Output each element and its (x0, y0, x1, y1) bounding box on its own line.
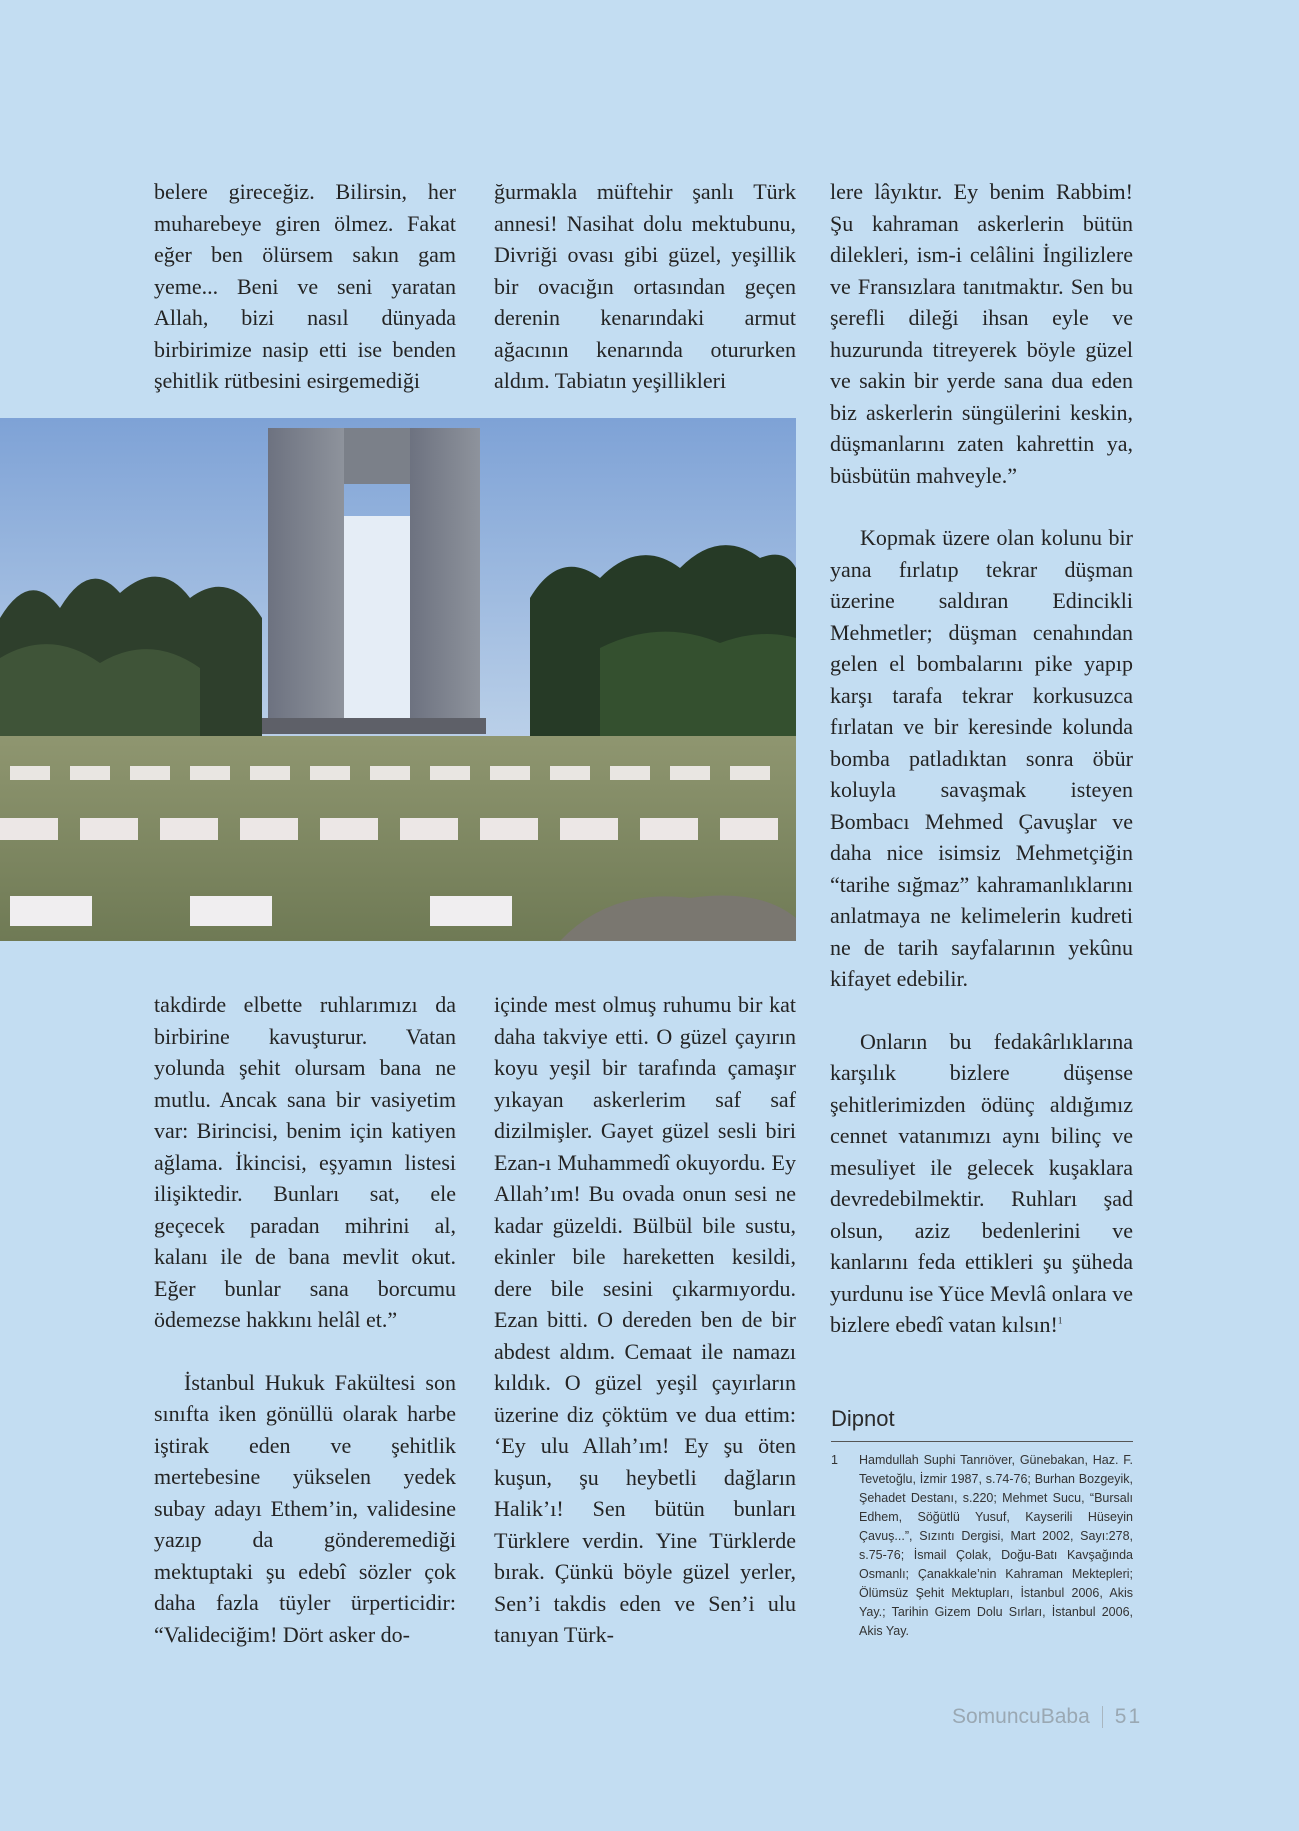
magazine-brand: Somuncu (952, 1705, 1041, 1728)
column-1-top (154, 176, 456, 397)
paragraph: takdirde elbette ruhlarımızı da birbirine kavuşturur. Vatan yolunda şehit olursam bana ne mutlu. Ancak sana bir vasiyetim var: Birincisi, benim için katiyen ağlama. İkincisi, eşyamın listesi ilişiktedir. Bunları sat, ele geçecek paradan mihrini al, kalanı ile de bana mevlit okut. Eğer bunlar sana borcumu ödemezse hakkını helâl et.” (154, 992, 456, 1332)
paragraph: ğurmakla müftehir şanlı Türk annesi! Nasihat dolu mektubunu, Divriği ovası gibi güzel, yeşillik bir ovacığın ortasından geçen derenin kenarındaki armut ağacının kenarında otururken aldım. Tabiatın yeşillikleri (494, 179, 796, 393)
page-folio (952, 1705, 1142, 1729)
column-2-top (494, 176, 796, 397)
paragraph: içinde mest olmuş ruhumu bir kat daha takviye etti. O güzel çayırın koyu yeşil bir tarafında çamaşır yıkayan askerlerim saf saf dizilmişler. Gayet güzel sesli biri Ezan-ı Muhammedî okuyordu. Ey Allah’ım! Bu ovada onun sesi ne kadar güzeldi. Bülbül bile sustu, ekinler bile hareketten kesildi, dere bile sesini çıkarmıyordu. Ezan bitti. O dereden ben de bir abdest aldım. Cemaat ile namazı kıldık. O güzel yeşil çayırların üzerine diz çöktüm ve dua ettim: ‘Ey ulu Allah’ım! Ey şu öten kuşun, şu heybetli dağların Halik’ı! Sen bütün bunları Türklere verdin. Yine Türklerde bırak. Çünkü böyle güzel yerler, Sen’i takdis eden ve Sen’i ulu tanıyan Türk- (494, 992, 796, 1647)
folio-separator (1102, 1706, 1103, 1728)
page-number: 51 (1114, 1705, 1143, 1728)
paragraph (830, 1026, 1133, 1341)
paragraph: İstanbul Hukuk Fakültesi son sınıfta iken gönüllü olarak harbe iştirak eden ve şehitlik mertebesine yükselen yedek subay adayı Ethem’in, validesine yazıp da gönderemediği mektuptaki şu edebî sözler çok daha fazla tüyler ürperticidir: “Valideciğim! Dört asker do- (154, 1369, 456, 1647)
paragraph: Kopmak üzere olan kolunu bir yana fırlatıp tekrar düşman üzerine saldıran Edincikli Mehmetler; düşman cenahından gelen el bombalarını pike yapıp karşı tarafa tekrar korkusuzca fırlatan ve bir keresinde kolunda bomba patladıktan sonra öbür koluyla savaşmak isteyen Bombacı Mehmed Çavuşlar ve daha nice isimsiz Mehmetçiğin “tarihe sığmaz” kahramanlıklarını anlatmaya ne kelimelerin kudreti ne de tarih sayfalarının yekûnu kifayet edebilir. (830, 525, 1133, 991)
paragraph: lere lâyıktır. Ey benim Rabbim! Şu kahraman askerlerin bütün dilekleri, ism-i celâlini İngilizlere ve Fransızlara tanıtmaktır. Sen bu şerefli dileği ihsan eyle ve huzurunda titreyerek böyle güzel ve sakin bir yerde sana dua eden biz askerlerin süngülerini keskin, düşmanlarını zaten kahrettin ya, büsbütün mahveyle.” (830, 179, 1133, 488)
paragraph: belere gireceğiz. Bilirsin, her muharebeye giren ölmez. Fakat eğer ben ölürsem sakın gam yeme... Beni ve seni yaratan Allah, bizi nasıl dünyada birbirimize nasip etti ise benden şehitlik rütbesini esirgemediği (154, 179, 456, 393)
canakkale-memorial-photo (0, 418, 796, 941)
column-3 (830, 176, 1133, 1341)
footnote-text: Hamdullah Suphi Tanrıöver, Günebakan, Haz. F. Tevetoğlu, İzmir 1987, s.74-76; Burhan Bozgeyik, Şehadet Destanı, s.220; Mehmet Sucu, “Bursalı Edhem, Söğütlü Yusuf, Kayserili Hüseyin Çavuş...”, Sızıntı Dergisi, Mart 2002, Sayı:278, s.75-76; İsmail Çolak, Doğu-Batı Kavşağında Osmanlı; Çanakkale’nin Kahraman Mektepleri; Ölümsüz Şehit Mektupları, İstanbul 2006, Akis Yay.; Tarihin Gizem Dolu Sırları, İstanbul 2006, Akis Yay. (859, 1453, 1133, 1638)
footnote-marker: 1 (1057, 1315, 1063, 1326)
column-1-bottom (154, 989, 456, 1650)
paragraph-text: Onların bu fedakârlıklarına karşılık bizlere düşense şehitlerimizden ödünç aldığımız cennet vatanımızı aynı bilinç ve mesuliyet ile gelecek kuşaklara devredebilmektir. Ruhları şad olsun, aziz bedenlerini ve kanlarını feda ettikleri şu şüheda yurdunu ise Yüce Mevlâ onlara ve bizlere ebedî vatan kılsın! (830, 1028, 1133, 1337)
column-2-bottom (494, 989, 796, 1651)
magazine-brand-suffix: Baba (1040, 1705, 1090, 1728)
footnote-item (831, 1451, 1133, 1641)
footnote-heading: Dipnot (831, 1406, 895, 1431)
footnote-number: 1 (831, 1453, 838, 1467)
footnote-divider (831, 1441, 1133, 1442)
